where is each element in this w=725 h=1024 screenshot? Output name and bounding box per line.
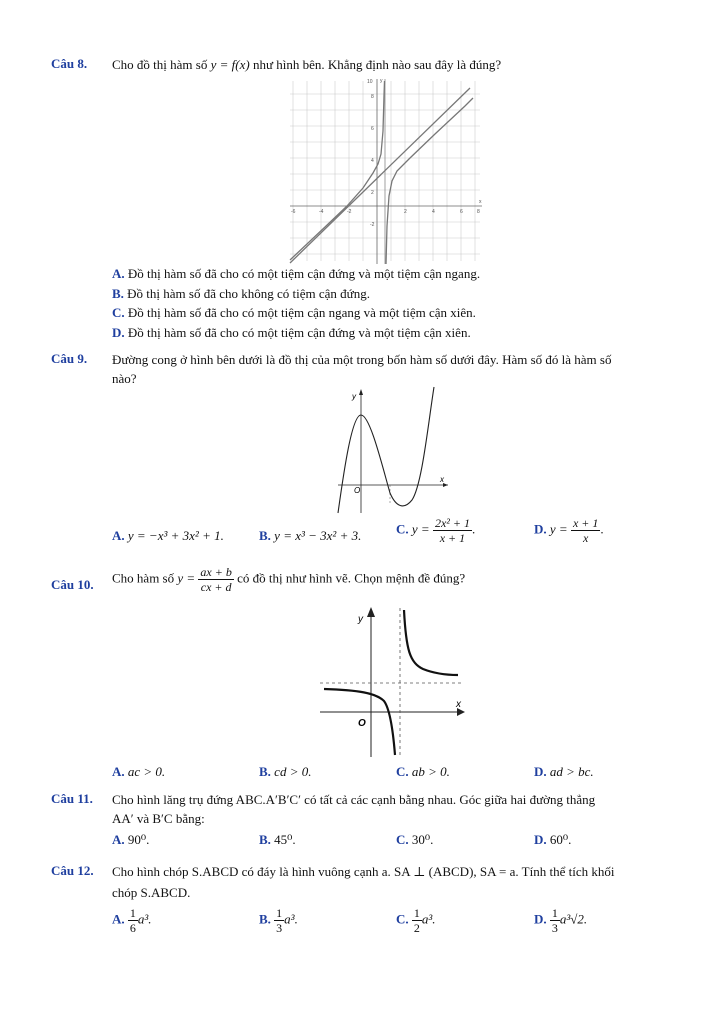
q9-origin: O (354, 486, 361, 495)
q12-option-d-post: a³√2. (559, 911, 588, 927)
q12-option-a-numerator: 1 (129, 906, 136, 920)
q11-option-d[interactable] (534, 832, 571, 848)
q8-ytick: 8 (371, 94, 374, 100)
q10-option-a-text: ac > 0. (127, 764, 166, 779)
q8-ytick: 2 (371, 190, 374, 196)
q10-option-d-text: ad > bc. (549, 764, 594, 779)
q8-number: Câu 8. (51, 56, 88, 71)
q10-option-a-label: A. (112, 764, 125, 779)
q12-option-c-label: C. (396, 911, 409, 927)
q12-option-a-label: A. (112, 911, 125, 927)
q8-option-c-text: Đồ thị hàm số đã cho có một tiệm cận ngang và một tiệm cận xiên. (127, 305, 476, 320)
q12-option-d-numerator: 1 (551, 906, 558, 920)
q9-option-d-numerator: x + 1 (572, 516, 599, 530)
q9-option-d-denominator: x (582, 531, 589, 545)
q9-option-a-label: A. (112, 528, 125, 543)
q8-curve-left (290, 81, 385, 260)
q12-option-c-fraction (412, 906, 422, 935)
q8-option-a-label: A. (112, 266, 125, 281)
q11-option-b-text: 45⁰. (274, 832, 296, 847)
q10-stem (112, 565, 465, 594)
q12-option-b-denominator: 3 (276, 921, 283, 935)
q9-stem-line2: nào? (112, 371, 137, 386)
q8-ytick: 6 (371, 126, 374, 132)
q8-option-a-text: Đồ thị hàm số đã cho có một tiệm cận đứng và một tiệm cận ngang. (127, 266, 481, 281)
q8-option-b-text: Đồ thị hàm số đã cho không có tiệm cận đứng. (127, 286, 370, 301)
q12-option-b-label: B. (259, 911, 271, 927)
q10-origin: O (358, 718, 366, 729)
q10-x-label: x (456, 699, 461, 710)
q9-cubic-curve (338, 387, 434, 513)
q9-option-a-text: y = −x³ + 3x² + 1. (127, 528, 224, 543)
q10-option-b-text: cd > 0. (274, 764, 312, 779)
q8-ytick: -2 (370, 222, 375, 228)
q8-stem (112, 55, 501, 74)
q10-formula-fraction (198, 565, 233, 594)
q9-option-b-text: y = x³ − 3x² + 3. (274, 528, 362, 543)
q8-ytick: 10 (367, 79, 373, 85)
q11-number: Câu 11. (51, 791, 93, 806)
q9-option-d[interactable] (534, 516, 604, 545)
q11-stem-line1: Cho hình lăng trụ đứng ABC.A′B′C′ có tất cả các cạnh bằng nhau. Góc giữa hai đường thẳng (112, 792, 596, 807)
q12-option-d-denominator: 3 (551, 921, 558, 935)
q12-option-c-numerator: 1 (413, 906, 420, 920)
q11-option-d-text: 60⁰. (549, 832, 572, 847)
q8-formula: y = f(x) (210, 57, 250, 72)
q8-stem-before: Cho đồ thị hàm số (112, 57, 211, 72)
q9-option-a[interactable] (112, 528, 224, 544)
q12-option-c-post: a³. (421, 911, 436, 927)
q12-option-c-denominator: 2 (413, 921, 420, 935)
q8-option-a[interactable] (112, 266, 480, 282)
q11-option-a-label: A. (112, 832, 125, 847)
q10-stem-after: có đồ thị như hình vẽ. Chọn mệnh đề đúng? (233, 570, 466, 586)
q9-option-c-numerator: 2x² + 1 (434, 516, 470, 530)
q9-option-c-post: . (471, 521, 476, 537)
q8-xtick: 8 (477, 209, 480, 215)
q8-option-c[interactable] (112, 305, 476, 321)
q11-option-c-label: C. (396, 832, 409, 847)
q8-option-c-label: C. (112, 305, 125, 320)
q9-stem-line1: Đường cong ở hình bên dưới là đồ thị của một trong bốn hàm số dưới đây. Hàm số đó là hàm số (112, 352, 612, 367)
q8-xtick: 4 (432, 209, 435, 215)
q9-option-d-post: . (600, 521, 604, 537)
q12-number: Câu 12. (51, 863, 94, 878)
q9-y-label: y (352, 392, 356, 401)
q12-option-c[interactable] (396, 906, 436, 935)
q8-option-d-text: Đồ thị hàm số đã cho có một tiệm cận đứng và một tiệm cận xiên. (127, 325, 471, 340)
q8-stem-after: như hình bên. Khẳng định nào sau đây là đúng? (249, 57, 502, 72)
q11-option-a-text: 90⁰. (127, 832, 150, 847)
q10-y-arrow (367, 607, 375, 617)
q10-option-c-text: ab > 0. (411, 764, 450, 779)
q9-option-c-denominator: x + 1 (439, 531, 466, 545)
q12-option-a-fraction (128, 906, 138, 935)
q9-y-arrow (359, 389, 363, 395)
q9-option-c-pre: y = (411, 521, 430, 537)
q8-curve-right (386, 98, 473, 264)
q8-xtick: -2 (347, 209, 352, 215)
q10-stem-before: Cho hàm số (112, 570, 178, 586)
q10-option-d[interactable] (534, 764, 594, 780)
q10-y-label: y (358, 614, 363, 625)
q8-y-label: y (380, 78, 383, 84)
q9-graph (330, 385, 450, 515)
q10-formula-denominator: cx + d (200, 580, 232, 594)
q12-stem-line1: Cho hình chóp S.ABCD có đáy là hình vuông cạnh a. SA ⊥ (ABCD), SA = a. Tính thể tích khối (112, 864, 615, 879)
q10-option-b-label: B. (259, 764, 271, 779)
q10-curve-right (404, 610, 458, 675)
q12-option-b-numerator: 1 (276, 906, 283, 920)
q8-xtick: -6 (291, 209, 296, 215)
q12-option-d-fraction (550, 906, 560, 935)
q8-ytick: 4 (371, 158, 374, 164)
q12-option-a-post: a³. (137, 911, 152, 927)
q12-option-d[interactable] (534, 906, 587, 935)
q8-xtick: 6 (460, 209, 463, 215)
q8-option-b[interactable] (112, 286, 370, 302)
q10-option-b[interactable] (259, 764, 311, 780)
q8-xtick: -4 (319, 209, 324, 215)
q9-option-b-label: B. (259, 528, 271, 543)
q10-option-c-label: C. (396, 764, 409, 779)
q10-option-d-label: D. (534, 764, 547, 779)
q10-option-c[interactable] (396, 764, 450, 780)
q11-option-c-text: 30⁰. (411, 832, 434, 847)
q8-option-d[interactable] (112, 325, 471, 341)
q9-option-d-pre: y = (549, 521, 568, 537)
q8-xtick: 2 (404, 209, 407, 215)
q8-graph (285, 76, 485, 266)
q11-option-b-label: B. (259, 832, 271, 847)
q11-option-a[interactable] (112, 832, 149, 848)
q12-option-a[interactable] (112, 906, 152, 935)
q10-graph (318, 605, 468, 760)
q11-stem-line2: AA′ và B′C bằng: (112, 811, 205, 826)
q9-option-c-fraction (433, 516, 472, 545)
q12-option-b-post: a³. (284, 911, 298, 927)
q12-stem-line2: chóp S.ABCD. (112, 885, 191, 900)
q12-option-b[interactable] (259, 906, 298, 935)
q8-oblique-asymptote (290, 88, 470, 263)
q9-x-label: x (440, 475, 444, 484)
q10-formula-numerator: ax + b (200, 565, 232, 579)
q10-number: Câu 10. (51, 577, 94, 592)
q11-option-d-label: D. (534, 832, 547, 847)
q9-option-c-label: C. (396, 521, 409, 537)
q10-formula-pre: y = (177, 570, 196, 586)
q12-option-d-label: D. (534, 911, 547, 927)
q12-option-a-denominator: 6 (129, 921, 136, 935)
q11-option-b[interactable] (259, 832, 296, 848)
q10-option-a[interactable] (112, 764, 165, 780)
q12-option-b-fraction (274, 906, 284, 935)
q9-option-d-fraction (571, 516, 600, 545)
q9-option-d-label: D. (534, 521, 547, 537)
q9-number: Câu 9. (51, 351, 88, 366)
q8-x-label: x (479, 199, 482, 205)
q8-option-b-label: B. (112, 286, 124, 301)
q11-option-c[interactable] (396, 832, 433, 848)
q8-option-d-label: D. (112, 325, 125, 340)
q9-option-b[interactable] (259, 528, 361, 544)
q9-option-c[interactable] (396, 516, 475, 545)
